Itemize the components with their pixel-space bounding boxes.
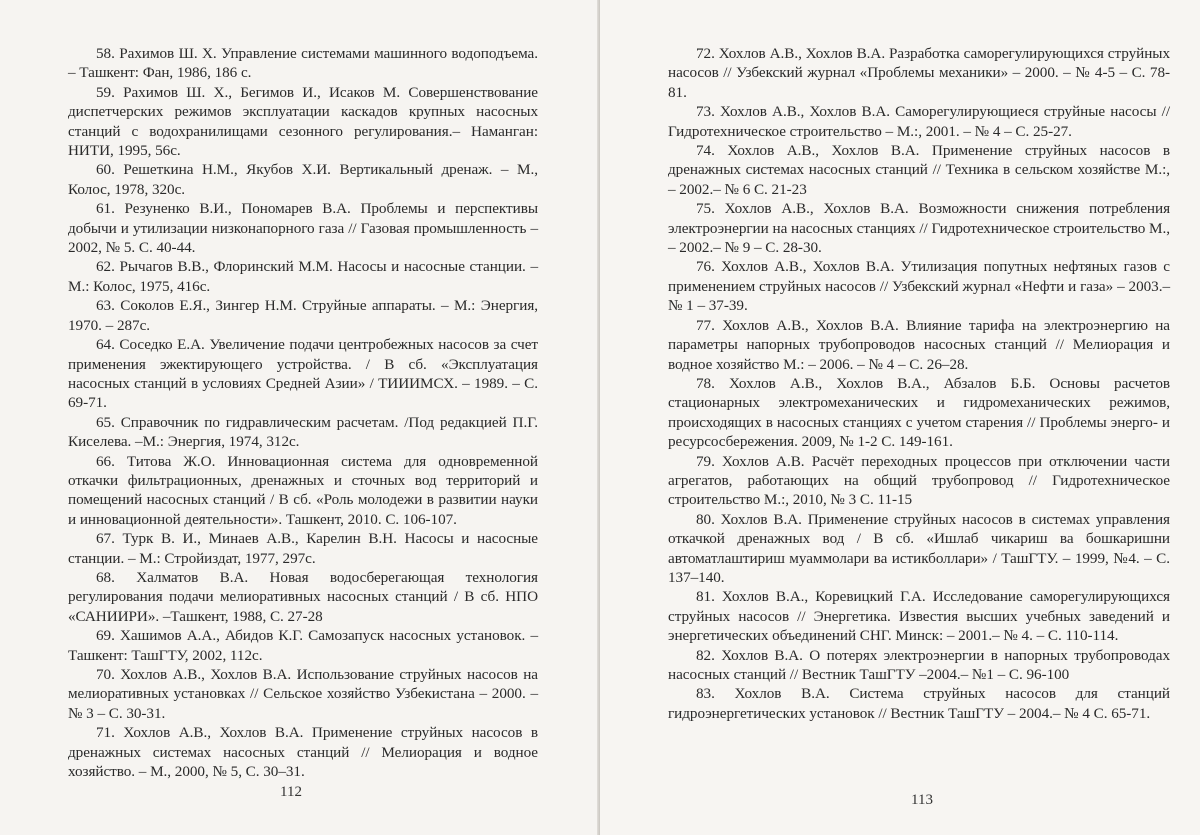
bibliography-entry: 83. Хохлов В.А. Система струйных насосов для станций гидроэнергетических установок // Вестник ТашГТУ – 2004.– № 4 С. 65-71. [668,685,1170,722]
bibliography-entry: 76. Хохлов А.В., Хохлов В.А. Утилизация попутных нефтяных газов с применением струйных насосов // Узбекский журнал «Нефти и газа» – 2003.– № 1 – 37-39. [668,258,1170,315]
bibliography-entry: 68. Халматов В.А. Новая водосберегающая технология регулирования подачи мелиоративных насосных станций / В сб. НПО «САНИИРИ». –Ташкент, 1988, С. 27-28 [68,568,538,625]
bibliography-entry: 62. Рычагов В.В., Флоринский М.М. Насосы и насосные станции. – М.: Колос, 1975, 416с. [68,258,538,295]
bibliography-entry: 81. Хохлов В.А., Коревицкий Г.А. Исследование саморегулирующихся струйных насосов // Энергетика. Известия высших учебных заведений и энергетических объединений СНГ. Минск: – 2001.– № 4. – С. 110-114. [668,588,1170,645]
right-page [600,0,1200,835]
bibliography-list-right [668,44,1170,723]
bibliography-entry: 78. Хохлов А.В., Хохлов В.А., Абзалов Б.Б. Основы расчетов стационарных электромеханических и гидромеханических режимов, происходящих в насосных станциях с учетом старения // Проблемы энерго- и ресурсосбережения. 2009, № 1-2 С. 149-161. [668,374,1170,451]
bibliography-entry: 69. Хашимов А.А., Абидов К.Г. Самозапуск насосных установок. –Ташкент: ТашГТУ, 2002, 112с. [68,627,538,664]
bibliography-entry: 73. Хохлов А.В., Хохлов В.А. Саморегулирующиеся струйные насосы // Гидротехническое строительство – М.:, 2001. – № 4 – С. 25-27. [668,103,1170,140]
bibliography-entry: 82. Хохлов В.А. О потерях электроэнергии в напорных трубопроводах насосных станций // Вестник ТашГТУ –2004.– №1 – С. 96-100 [668,646,1170,683]
bibliography-entry: 60. Решеткина Н.М., Якубов Х.И. Вертикальный дренаж. – М., Колос, 1978, 320с. [68,161,538,198]
bibliography-entry: 67. Турк В. И., Минаев А.В., Карелин В.Н. Насосы и насосные станции. – М.: Стройиздат, 1977, 297с. [68,530,538,567]
bibliography-entry: 61. Резуненко В.И., Пономарев В.А. Проблемы и перспективы добычи и утилизации низконапорного газа // Газовая промышленность – 2002, № 5. С. 40-44. [68,200,538,257]
bibliography-entry: 59. Рахимов Ш. Х., Бегимов И., Исаков М. Совершенствование диспетчерских режимов эксплуатации каскадов крупных насосных станций с водохранилищами сезонного регулирования.– Наманган: НИТИ, 1995, 56с. [68,83,538,160]
page-number-right: 113 [911,792,933,808]
bibliography-list-left [68,44,538,781]
bibliography-entry: 75. Хохлов А.В., Хохлов В.А. Возможности снижения потребления электроэнергии на насосных станциях // Гидротехническое строительство М., – 2002.– № 9 – С. 28-30. [668,200,1170,257]
bibliography-entry: 74. Хохлов А.В., Хохлов В.А. Применение струйных насосов в дренажных системах насосных станций // Техника в сельском хозяйстве М.:, – 2002.– № 6 С. 21-23 [668,142,1170,198]
bibliography-entry: 65. Справочник по гидравлическим расчетам. /Под редакцией П.Г. Киселева. –М.: Энергия, 1974, 312с. [68,413,538,451]
bibliography-entry: 80. Хохлов В.А. Применение струйных насосов в системах управления откачкой дренажных вод / В сб. «Ишлаб чикариш ва бошкаришни автоматлаштириш муаммолари ва истикболлари» / ТашГТУ. – 1999, №4. – С. 137–140. [668,510,1170,586]
bibliography-entry: 58. Рахимов Ш. Х. Управление системами машинного водоподъема. – Ташкент: Фан, 1986, 186 с. [68,45,538,82]
bibliography-entry: 72. Хохлов А.В., Хохлов В.А. Разработка саморегулирующихся струйных насосов // Узбекский журнал «Проблемы механики» – 2000. – № 4-5 – С. 78-81. [668,45,1170,101]
bibliography-entry: 71. Хохлов А.В., Хохлов В.А. Применение струйных насосов в дренажных системах насосных станций // Мелиорация и водное хозяйство. – М., 2000, № 5, С. 30–31. [68,724,538,781]
bibliography-entry: 63. Соколов Е.Я., Зингер Н.М. Струйные аппараты. – М.: Энергия, 1970. – 287с. [68,297,538,334]
bibliography-entry: 70. Хохлов А.В., Хохлов В.А. Использование струйных насосов на мелиоративных установках // Сельское хозяйство Узбекистана – 2000. – № 3 – С. 30-31. [68,666,538,722]
bibliography-entry: 64. Соседко Е.А. Увеличение подачи центробежных насосов за счет применения эжектирующего устройства. / В сб. «Эксплуатация насосных станций в условиях Средней Азии» / ТИИИМСХ. – 1989. – С. 69-71. [68,336,538,412]
page-number-left: 112 [280,784,302,800]
bibliography-entry: 66. Титова Ж.О. Инновационная система для одновременной откачки фильтрационных, дренажных и сточных вод территорий и помещений насосных станций / В сб. «Роль молодежи в развитии науки и инновационной деятельности». Ташкент, 2010. С. 106-107. [68,452,538,528]
bibliography-entry: 77. Хохлов А.В., Хохлов В.А. Влияние тарифа на электроэнергию на параметры напорных трубопроводов насосных станций // Мелиорация и водное хозяйство М.: – 2006. – № 4 – С. 26–28. [668,316,1170,373]
bibliography-entry: 79. Хохлов А.В. Расчёт переходных процессов при отключении части агрегатов, работающих на общий трубопровод // Гидротехническое строительство М.:, 2010, № 3 С. 11-15 [668,452,1170,509]
